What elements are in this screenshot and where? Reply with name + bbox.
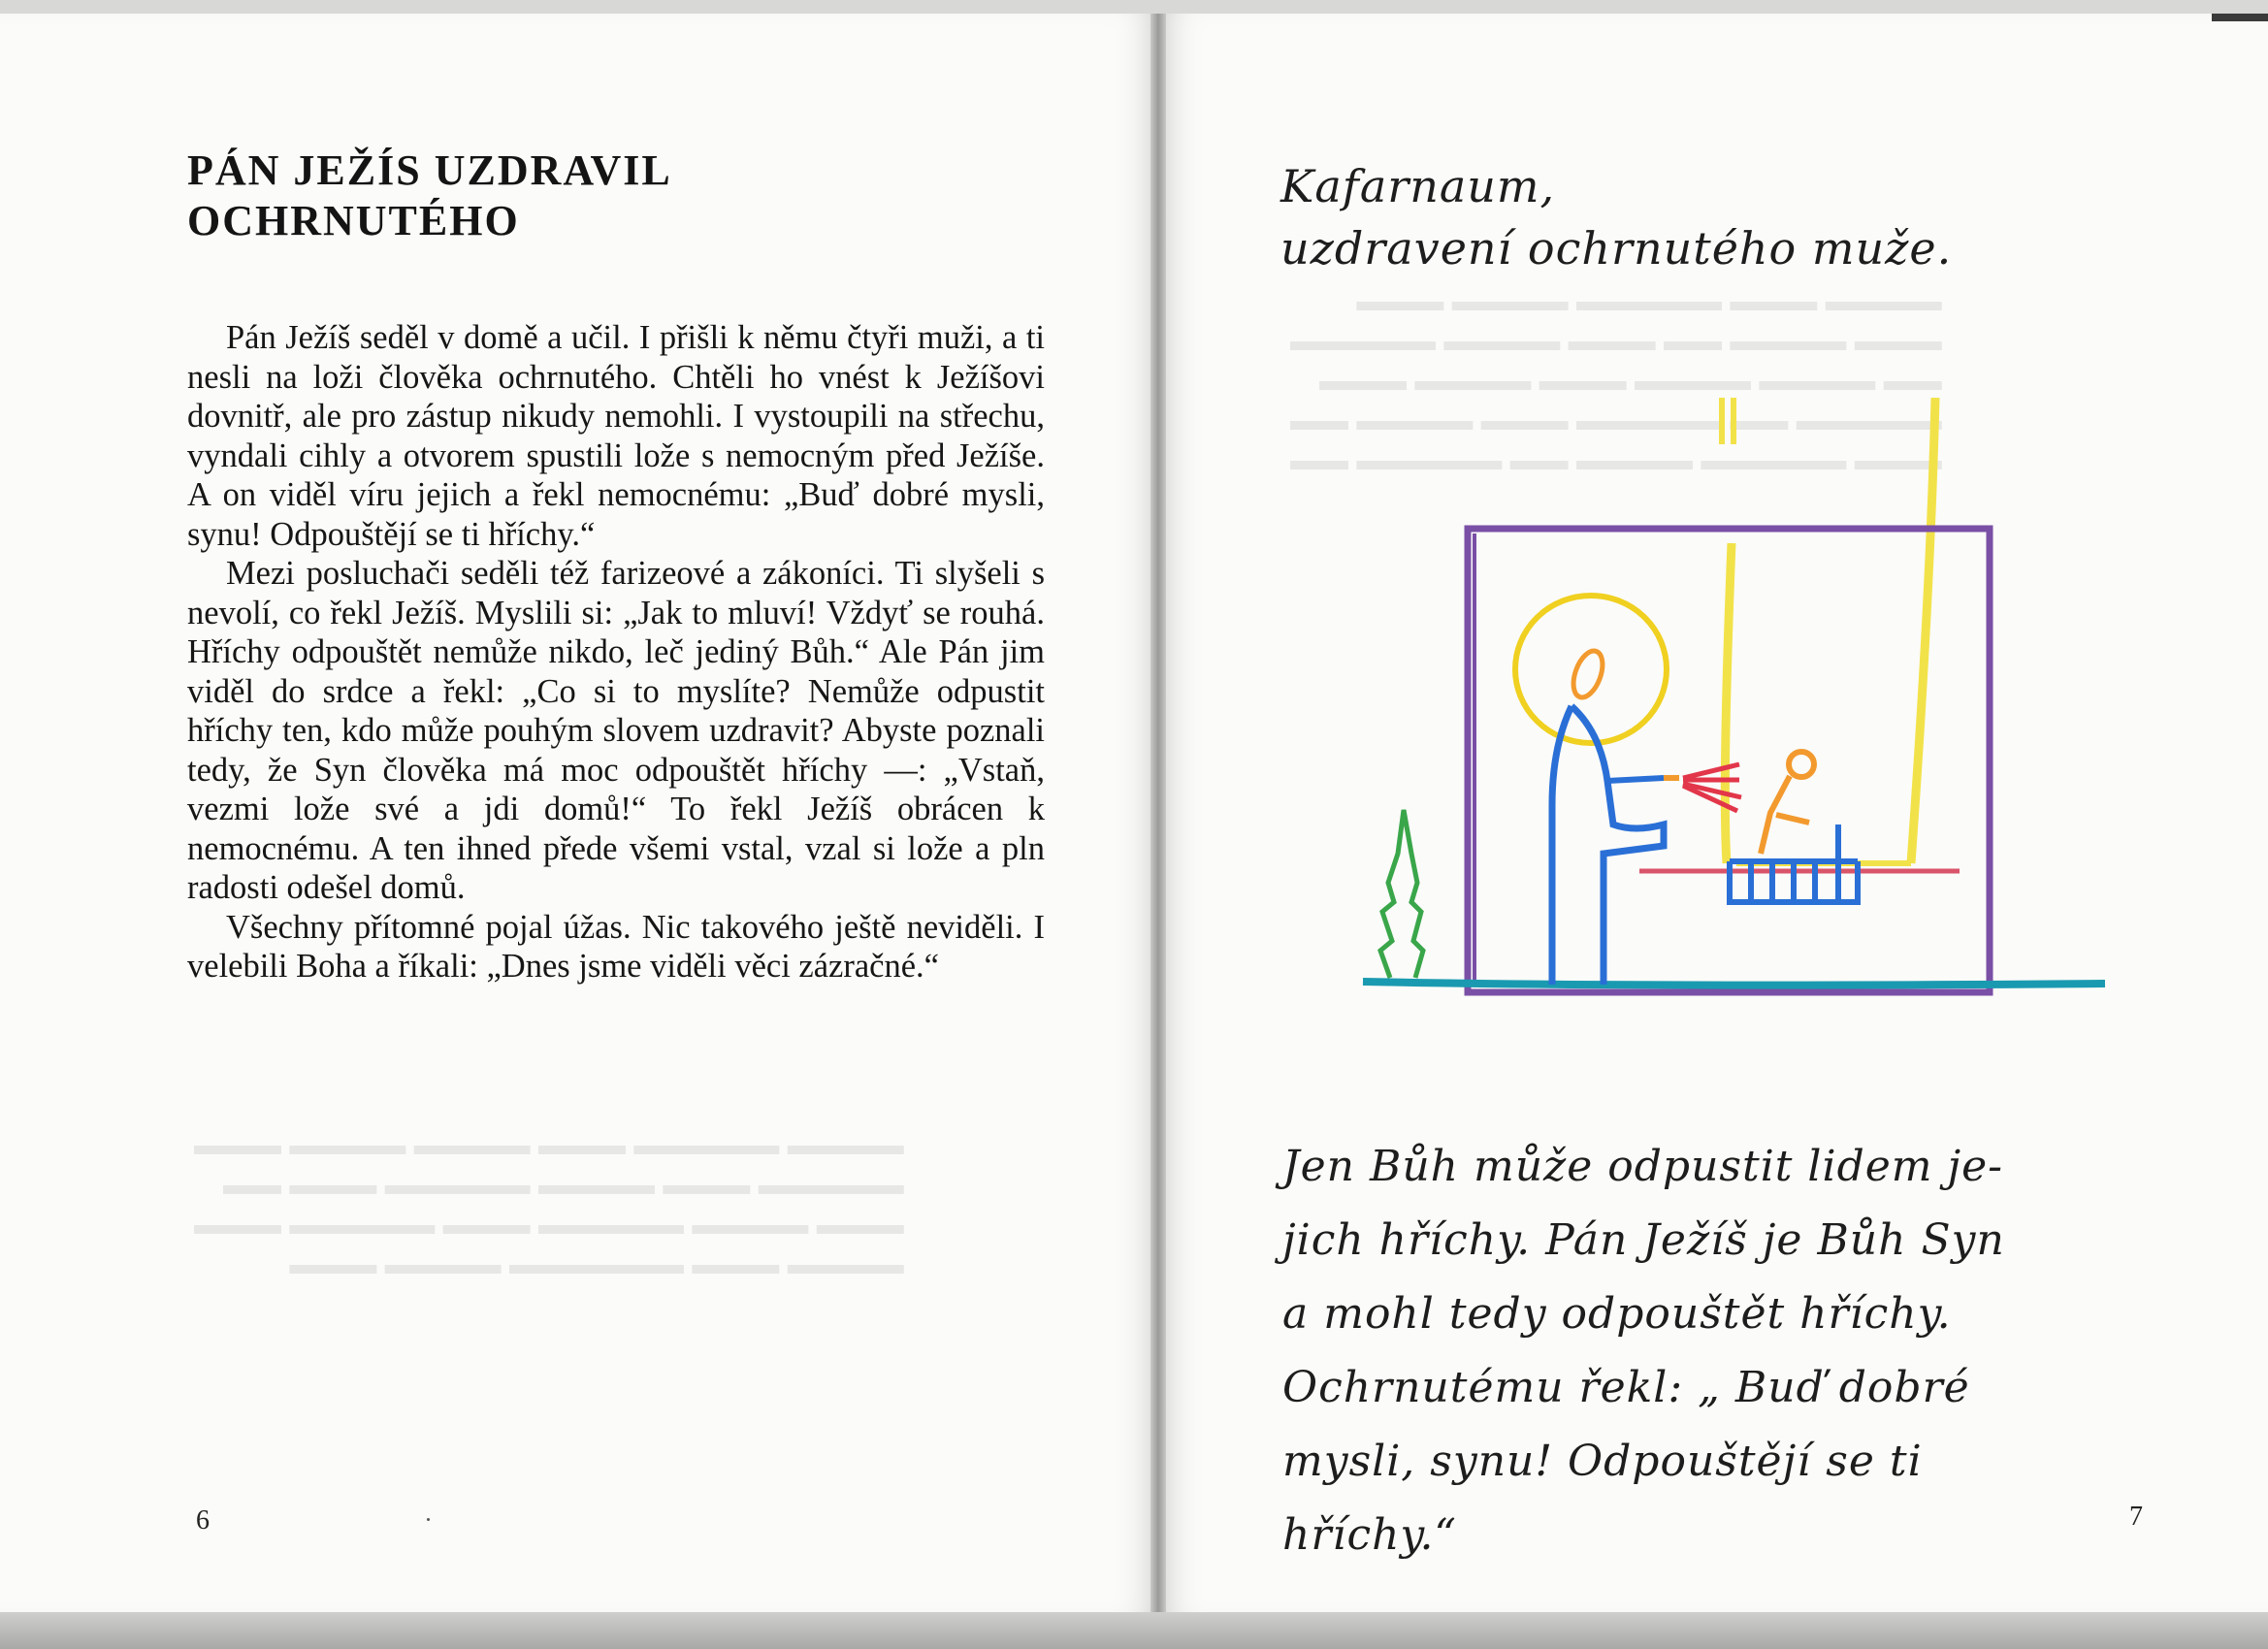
page-number-right: 7 [2129, 1502, 2143, 1532]
face-icon [1568, 647, 1608, 701]
jesus-figure-icon [1552, 706, 1679, 985]
caption-line: Jen Bůh může odpustit lidem je- [1282, 1142, 2004, 1191]
paragraph: Mezi posluchači seděli též farizeové a zákoníci. Ti slyšeli s nevolí, co řekl Ježíš. Myslili si: „Jak to mluví! Vždyť se rouhá. Hříchy odpouštět nemůže nikdo, leč jediný Bůh.“ Ale Pán jim viděl do srdce a řekl: „Co si to myslíte? Nemůže odpustit hříchy ten, kdo může pouhým slovem uzdravit? Abyste poznali tedy, že Syn člověka má moc odpouštět hříchy —: „Vstaň, vezmi lože své a jdi domů!“ To řekl Ježíš obrácen k nemocnému. A ten ihned přede všemi vstal, vzal si lože a pln radosti odešel domů. [187, 555, 1045, 906]
handwritten-heading [1280, 155, 2018, 279]
scan-bottom-edge [0, 1612, 2268, 1649]
print-dot [427, 1518, 430, 1521]
caption-line: Ochrnutému řekl: „ Buď dobré [1282, 1363, 1970, 1412]
halo-icon [1515, 596, 1667, 743]
light-beams-icon [1722, 398, 1935, 863]
healing-rays-icon [1683, 764, 1741, 811]
title-line-2: OCHRNUTÉHO [187, 197, 520, 244]
caption-line: hříchy.“ [1282, 1510, 1457, 1560]
caption-line: a mohl tedy odpouštět hříchy. [1282, 1289, 1952, 1339]
heading-place: Kafarnaum, [1280, 160, 1556, 212]
sick-man-icon [1761, 752, 1814, 854]
paragraph: Všechny přítomné pojal úžas. Nic takového ještě neviděli. I velebili Boha a říkali: „Dnes jsme viděli věci zázračné.“ [187, 908, 1045, 985]
heading-subject: uzdravení ochrnutého muže. [1280, 222, 1953, 275]
story-text [187, 318, 1045, 986]
bleed-through-texture: ▬▬▬▬ ▬▬▬ ▬▬▬▬▬ ▬▬▬▬ ▬▬▬ ▬▬▬ ▬▬▬▬ ▬▬ ▬▬▬ ▬▬▬▬ ▬▬▬▬▬ ▬▬ ▬▬▬▬ ▬▬▬▬ ▬▬▬ ▬▬▬▬ ▬▬▬ ▬▬▬▬▬ ▬▬ ▬▬▬▬▬ ▬▬▬ ▬▬▬▬ ▬▬ ▬▬▬ ▬▬▬▬▬ ▬▬▬▬ ▬▬ ▬▬▬▬▬ ▬▬ [1290, 285, 1942, 476]
caption-line: mysli, synu! Odpouštějí se ti [1282, 1437, 1923, 1486]
book-gutter [1150, 14, 1166, 1614]
bed-icon [1730, 824, 1858, 902]
ground-line-icon [1363, 982, 2105, 986]
title-line-1: PÁN JEŽÍS UZDRAVIL [187, 146, 672, 194]
healing-illustration [1353, 398, 2129, 1018]
bleed-through-texture-left: ▬▬▬▬ ▬▬▬▬▬ ▬▬▬ ▬▬▬▬ ▬▬▬▬ ▬▬▬ ▬▬▬▬▬ ▬▬▬ ▬▬▬▬ ▬▬▬▬▬ ▬▬▬ ▬▬ ▬▬▬ ▬▬▬▬ ▬▬▬▬▬ ▬▬▬ ▬▬▬▬▬ ▬▬▬ ▬▬▬▬ ▬▬▬ ▬▬▬▬▬▬ ▬▬▬▬ ▬▬▬ [194, 1129, 904, 1280]
caption-line: jich hříchy. Pán Ježíš je Bůh Syn [1282, 1215, 2005, 1265]
scan-corner-mark [2212, 14, 2268, 21]
page-number-left: 6 [196, 1505, 210, 1536]
cypress-tree-icon [1380, 810, 1423, 978]
paragraph: Pán Ježíš seděl v domě a učil. I přišli k němu čtyři muži, a ti nesli na loži člověka ochrnutého. Chtěli ho vnést k Ježíšovi dovnitř, ale pro zástup nikudy nemohli. I vystoupili na střechu, vyndali cihly a otvorem spustili lože s nemocným před Ježíše. A on viděl víru jejich a řekl nemocnému: „Buď dobré mysli, synu! Odpouštějí se ti hříchy.“ [187, 319, 1045, 553]
page-title [187, 146, 1060, 246]
handwritten-caption [1282, 1130, 2020, 1572]
